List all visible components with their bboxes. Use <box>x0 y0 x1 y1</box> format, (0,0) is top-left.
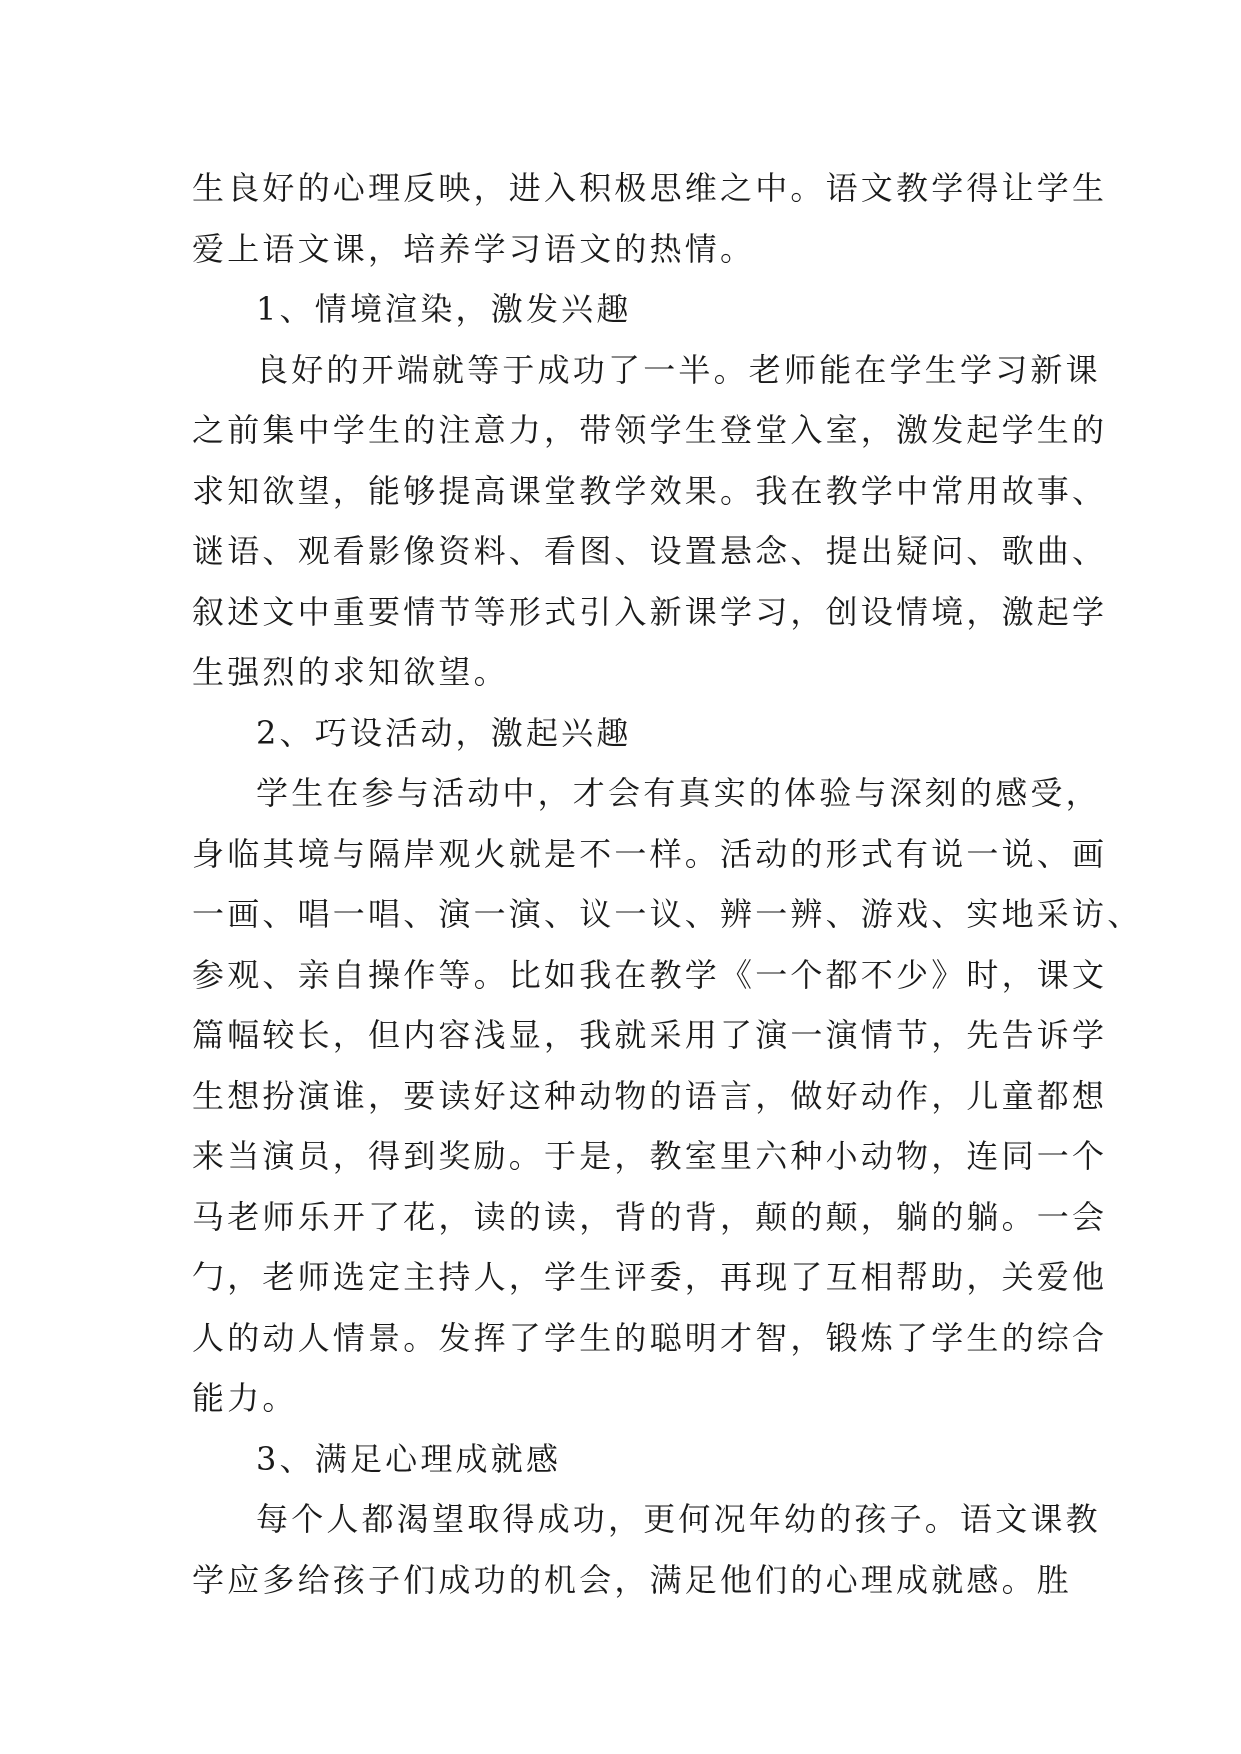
text-line: 篇幅较长，但内容浅显，我就采用了演一演情节，先告诉学 <box>192 1016 1108 1054</box>
section-heading: 3、满足心理成就感 <box>256 1439 562 1478</box>
text-line: 身临其境与隔岸观火就是不一样。活动的形式有说一说、画 <box>192 834 1108 873</box>
section-heading: 1、情境渲染，激发兴趣 <box>256 290 632 328</box>
text-line: 勹，老师选定主持人，学生评委，再现了互相帮助，关爱他 <box>192 1258 1108 1296</box>
paragraph-first-line: 学生在参与活动中，才会有真实的体验与深刻的感受， <box>256 774 1101 812</box>
text-line: 人的动人情景。发挥了学生的聪明才智，锻炼了学生的综合 <box>192 1318 1108 1357</box>
text-line: 叙述文中重要情节等形式引入新课学习，创设情境，激起学 <box>192 592 1108 631</box>
text-line: 参观、亲自操作等。比如我在教学《一个都不少》时，课文 <box>192 955 1108 994</box>
section-heading: 2、巧设活动，激起兴趣 <box>256 713 632 752</box>
text-line: 谜语、观看影像资料、看图、设置悬念、提出疑问、歌曲、 <box>192 532 1108 570</box>
text-line: 爱上语文课，培养学习语文的热情。 <box>192 229 756 268</box>
text-line: 之前集中学生的注意力，带领学生登堂入室，激发起学生的 <box>192 411 1108 449</box>
text-line: 马老师乐开了花，读的读，背的背，颠的颠，躺的躺。一会 <box>192 1197 1108 1236</box>
text-line: 一画、唱一唱、演一演、议一议、辨一辨、游戏、实地采访、 <box>192 895 1143 933</box>
text-line: 来当演员，得到奖励。于是，教室里六种小动物，连同一个 <box>192 1137 1108 1175</box>
text-line: 学应多给孩子们成功的机会，满足他们的心理成就感。胜 <box>192 1560 1073 1599</box>
paragraph-first-line: 良好的开端就等于成功了一半。老师能在学生学习新课 <box>256 350 1101 389</box>
document-body <box>192 158 1143 1610</box>
text-line: 求知欲望，能够提高课堂教学效果。我在教学中常用故事、 <box>192 471 1108 510</box>
text-line: 生良好的心理反映，进入积极思维之中。语文教学得让学生 <box>192 169 1108 207</box>
text-line: 生强烈的求知欲望。 <box>192 653 509 691</box>
text-line: 能力。 <box>192 1379 298 1417</box>
text-line: 生想扮演谁，要读好这种动物的语言，做好动作，儿童都想 <box>192 1076 1108 1115</box>
paragraph-first-line: 每个人都渴望取得成功，更何况年幼的孩子。语文课教 <box>256 1500 1101 1538</box>
